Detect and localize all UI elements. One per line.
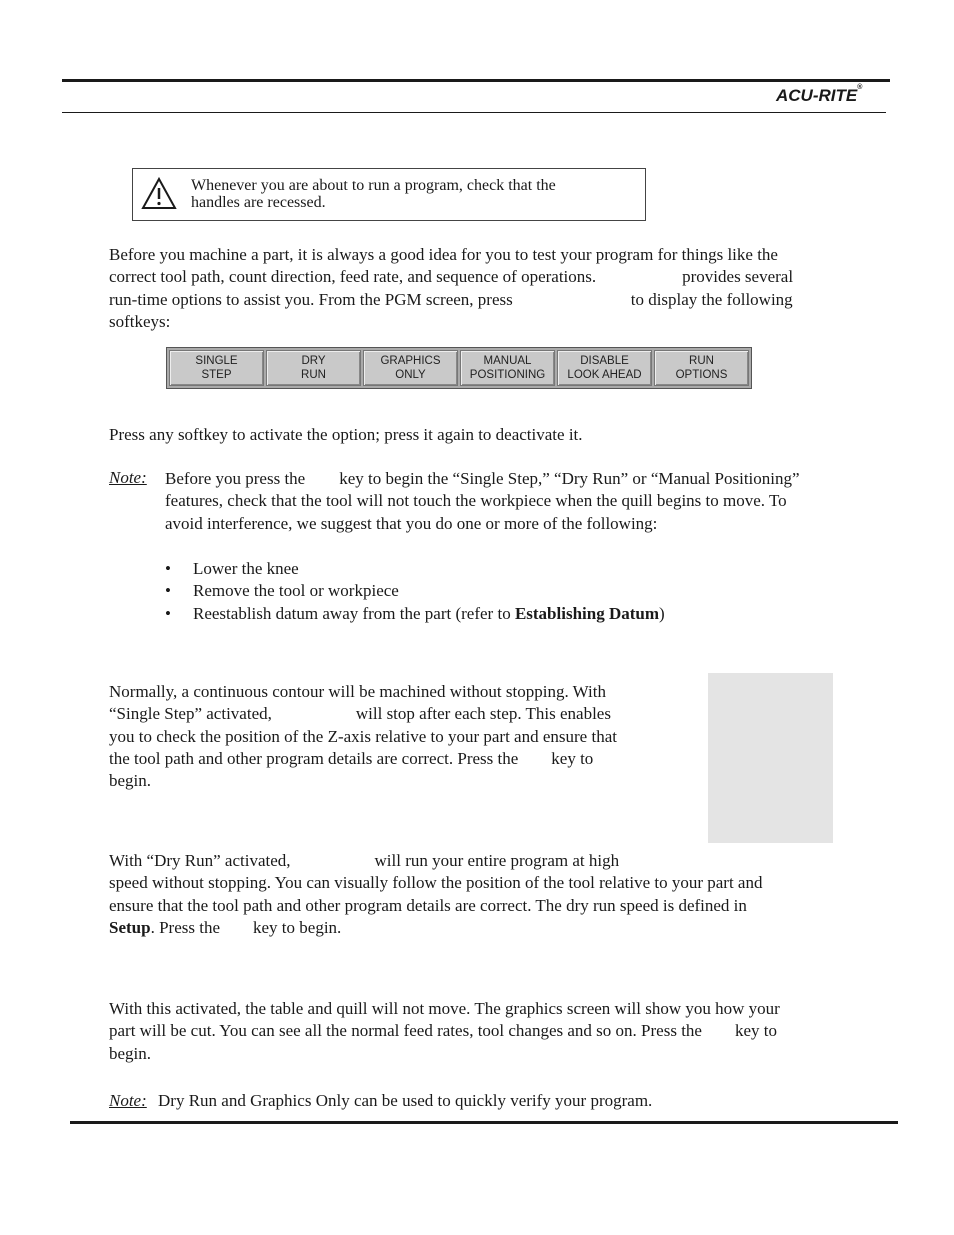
margin-gray-box [708, 673, 833, 843]
acu-rite-logo: ACU-RITE® [776, 84, 863, 105]
list-item: • Lower the knee [165, 559, 299, 578]
note-label: Note: [109, 468, 147, 487]
softkey-graphics-only[interactable]: GRAPHICS ONLY [363, 350, 458, 386]
warning-triangle-icon [140, 176, 178, 212]
softkey-disable-look-ahead[interactable]: DISABLE LOOK AHEAD [557, 350, 652, 386]
softkey-manual-positioning[interactable]: MANUAL POSITIONING [460, 350, 555, 386]
graphics-only-paragraph: With this activated, the table and quill will not move. The graphics screen will show you how your part will be cut. You can see all the normal feed rates, tool changes and so on. Press the key to begin. [109, 999, 780, 1063]
activate-paragraph: Press any softkey to activate the option; press it again to deactivate it. [109, 425, 583, 444]
softkey-dry-run[interactable]: DRY RUN [266, 350, 361, 386]
note2-text: Dry Run and Graphics Only can be used to quickly verify your program. [158, 1091, 653, 1110]
softkey-run-options[interactable]: RUN OPTIONS [654, 350, 749, 386]
softkey-single-step[interactable]: SINGLE STEP [169, 350, 264, 386]
warning-text: Whenever you are about to run a program, check that the handles are recessed. [191, 177, 556, 211]
note-text: Before you press the key to begin the “Single Step,” “Dry Run” or “Manual Positioning” features, check that the tool will not touch the workpiece when the quill begins to move. To avoid interference, we suggest that you do one or more of the following: [165, 469, 800, 533]
intro-paragraph: Before you machine a part, it is always a good idea for you to test your program for things like the correct tool path, count direction, feed rate, and sequence of operations. provides several run-time options to assist you. From the PGM screen, press to display the following softkeys: [109, 245, 794, 331]
dry-run-paragraph: With “Dry Run” activated, will run your entire program at high speed without stopping. You can visually follow the position of the tool relative to your part and ensure that the tool path and other program details are correct. The dry run speed is defined in Setup. Press the key to begin. [109, 851, 763, 937]
bullet-list [165, 558, 865, 625]
softkey-bar [166, 347, 752, 389]
single-step-paragraph: Normally, a continuous contour will be machined without stopping. With “Single Step” activated, will stop after each step. This enables you to check the position of the Z-axis relative to your part and ensure that the tool path and other program details are correct. Press the key to begin. [109, 682, 617, 791]
list-item: • Remove the tool or workpiece [165, 581, 399, 601]
list-item: • Reestablish datum away from the part (refer to Establishing Datum) [165, 603, 665, 623]
note2-label: Note: [109, 1091, 147, 1110]
footer-rule [70, 1121, 898, 1124]
header-rule-bottom [62, 112, 886, 113]
header-rule-top [62, 79, 890, 82]
